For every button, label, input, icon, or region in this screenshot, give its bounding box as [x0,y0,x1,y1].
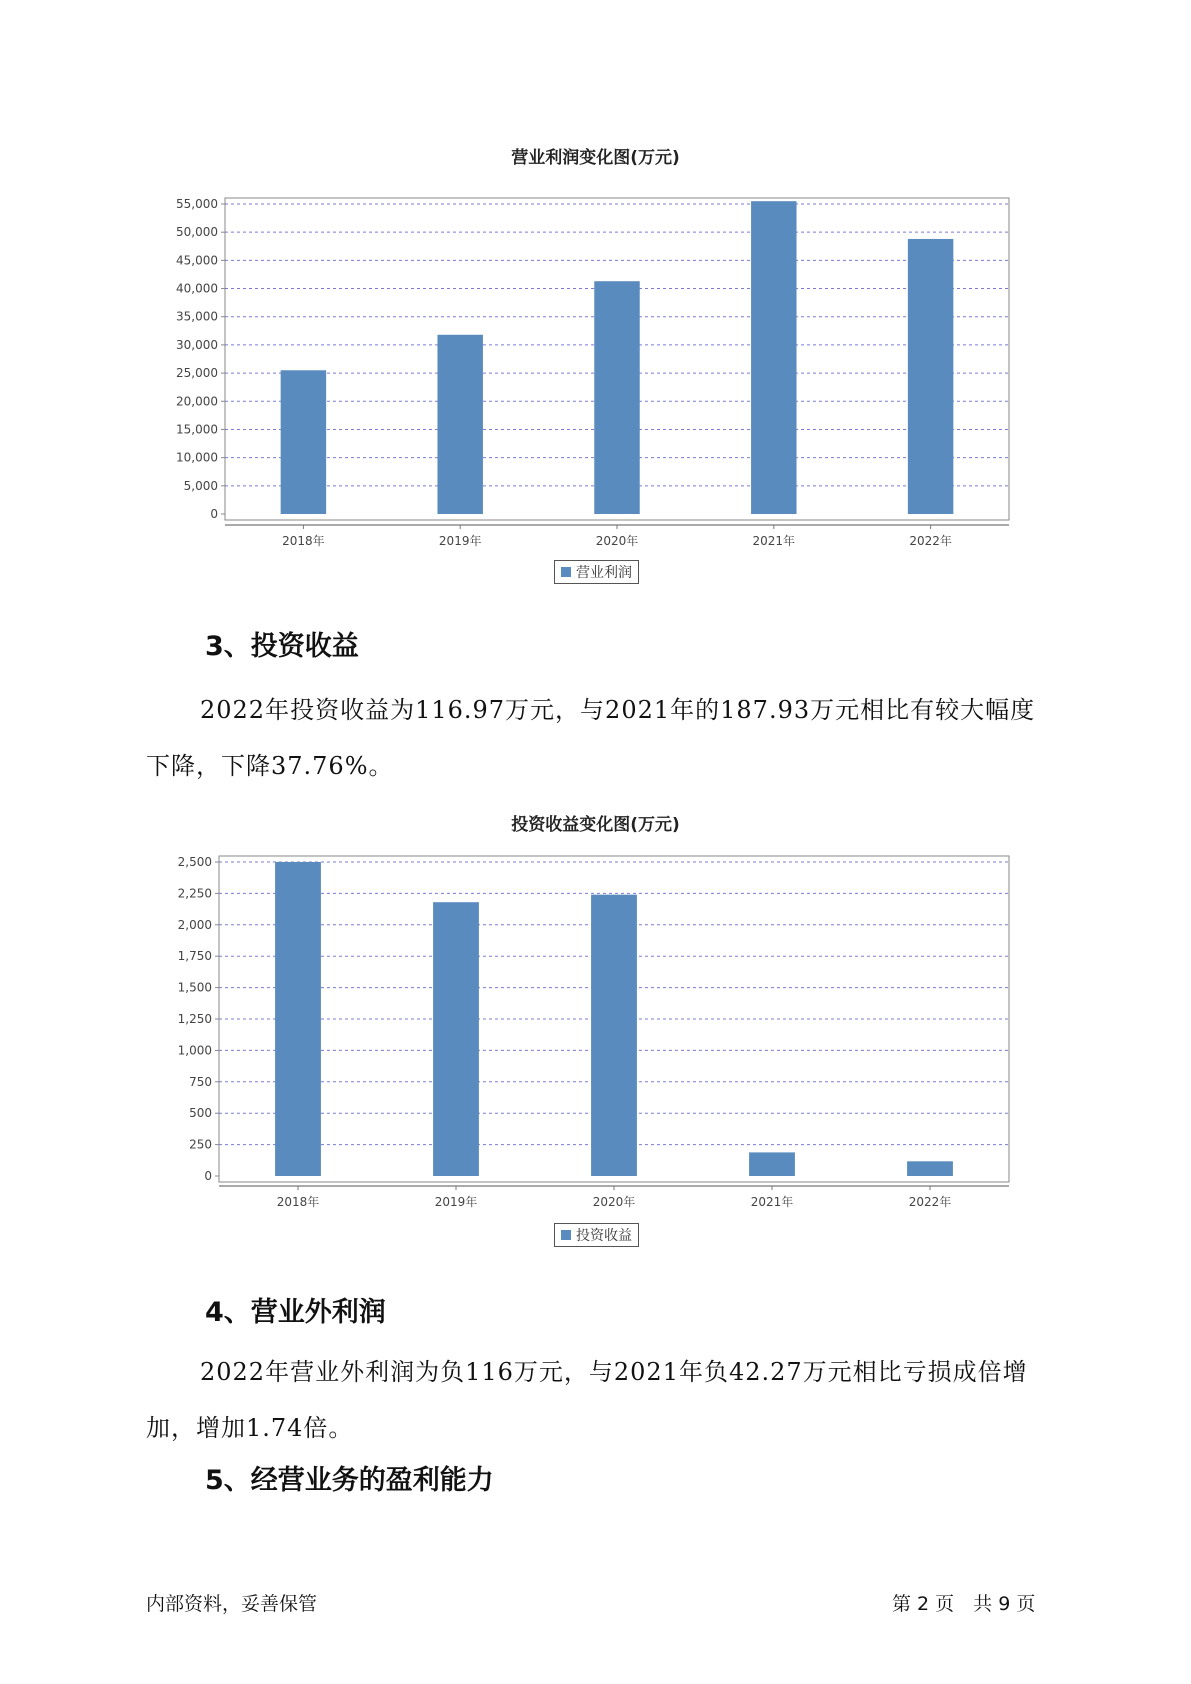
legend-swatch [561,1230,571,1240]
bar-2019 [433,902,479,1176]
x-tick-label: 2019年 [434,1195,478,1209]
x-tick-label: 2019年 [438,534,482,548]
section-heading-investment-income: 3、投资收益 [205,631,359,662]
y-tick-label: 30,000 [176,337,218,352]
x-tick-label: 2020年 [592,1195,636,1209]
y-tick-label: 0 [204,1169,212,1183]
y-tick-label: 2,250 [177,886,212,901]
y-tick-label: 500 [189,1106,212,1121]
chart-legend-invest [554,1223,639,1247]
y-tick-label: 20,000 [176,394,218,409]
bar-2018 [275,862,321,1176]
y-tick-label: 2,500 [177,855,212,869]
legend-label: 投资收益 [576,1228,632,1244]
x-tick-label: 2021年 [752,534,796,548]
footer-confidential-note: 内部资料，妥善保管 [146,1593,318,1615]
y-tick-label: 55,000 [176,197,218,211]
y-tick-label: 50,000 [176,225,218,240]
y-tick-label: 45,000 [176,253,218,268]
x-tick-label: 2018年 [282,534,325,548]
y-tick-label: 1,750 [177,949,212,964]
chart-title-invest: 投资收益变化图(万元) [511,815,680,835]
x-tick-label: 2021年 [750,1195,794,1209]
footer-page-number: 第 2 页 共 9 页 [892,1593,1036,1615]
y-tick-label: 5,000 [183,478,218,493]
x-tick-label: 2022年 [909,534,952,548]
y-tick-label: 750 [189,1074,212,1089]
y-tick-label: 1,000 [177,1043,212,1058]
bar-2020 [591,895,637,1176]
y-tick-label: 40,000 [176,281,218,296]
bar-2021 [749,1152,795,1176]
y-tick-label: 10,000 [176,450,218,465]
section-text-non-operating-profit: 2022年营业外利润为负116万元，与2021年负42.27万元相比亏损成倍增加，增加1.74倍。 [146,1358,1028,1442]
y-tick-label: 25,000 [176,366,218,381]
y-tick-label: 1,250 [177,1012,212,1026]
y-tick-label: 250 [189,1137,212,1152]
y-tick-label: 2,000 [177,917,212,932]
x-tick-label: 2020年 [595,534,639,548]
bar-2022 [907,1161,953,1176]
section-heading-non-operating-profit: 4、营业外利润 [205,1297,386,1328]
chart-title-profit: 营业利润变化图(万元) [511,148,680,168]
section-text-investment-income: 2022年投资收益为116.97万元，与2021年的187.93万元相比有较大幅度下降，下降37.76%。 [146,696,1036,780]
x-tick-label: 2022年 [908,1195,952,1209]
y-tick-label: 1,500 [177,980,212,995]
y-tick-label: 35,000 [176,309,218,324]
legend-label: 营业利润 [576,565,632,581]
y-tick-label: 0 [210,507,218,521]
y-tick-label: 15,000 [176,422,218,437]
x-tick-label: 2018年 [276,1195,320,1209]
section-heading-operating-profitability: 5、经营业务的盈利能力 [205,1465,494,1496]
